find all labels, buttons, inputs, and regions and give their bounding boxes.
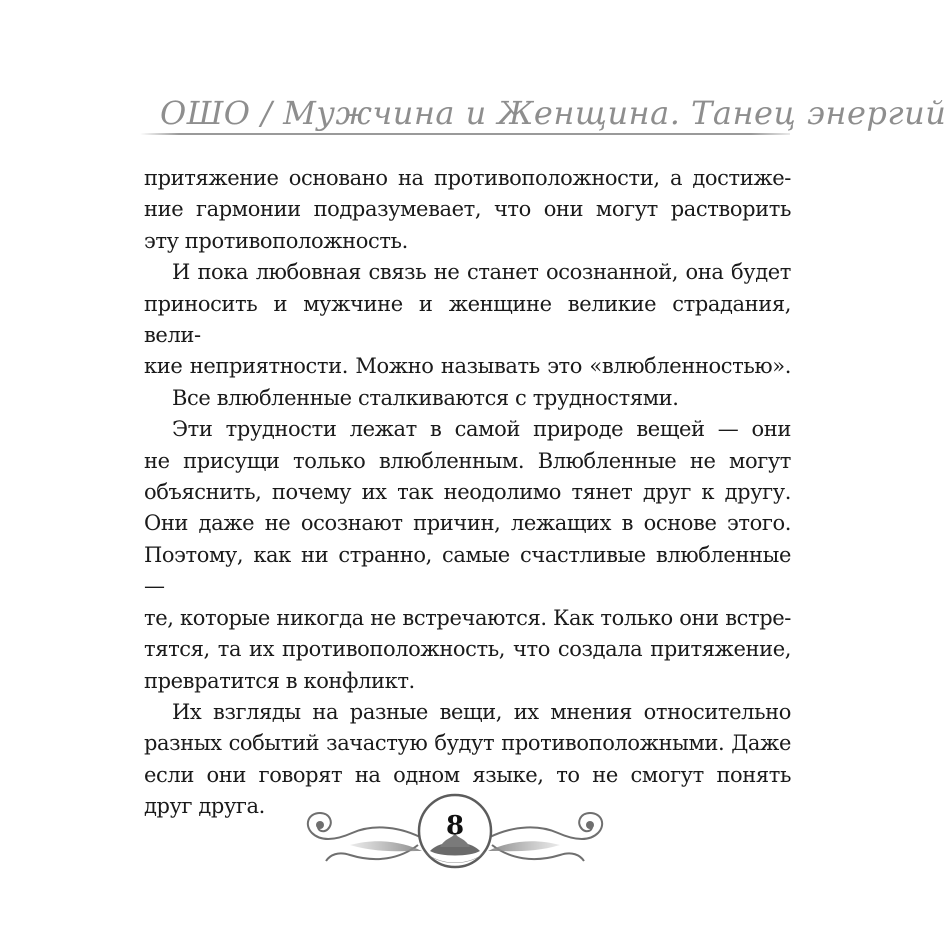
paragraph-line: И пока любовная связь не станет осознанной, она будет <box>172 260 791 285</box>
paragraph-line: объяснить, почему их так неодолимо тянет друг к другу. <box>144 480 791 505</box>
paragraph-line: если они говорят на одном языке, то не смогут понять <box>144 762 791 787</box>
header-rule <box>140 133 790 135</box>
paragraph-line: друг друга. <box>144 794 265 819</box>
page-folio <box>290 785 620 895</box>
paragraph-line: разных событий зачастую будут противоположными. Даже <box>144 731 791 756</box>
page-body-text <box>144 163 791 823</box>
paragraph-line: Их взгляды на разные вещи, их мнения относительно <box>172 699 791 724</box>
page-number: 8 <box>445 811 465 841</box>
paragraph-line: Все влюбленные сталкиваются с трудностями. <box>172 385 679 410</box>
paragraph-line: Поэтому, как ни странно, самые счастливые влюбленные — <box>144 542 791 599</box>
paragraph-line: ние гармонии подразумевает, что они могут растворить <box>144 197 791 222</box>
paragraph-line: кие неприятности. Можно называть это «влюбленностью». <box>144 354 791 379</box>
paragraph-line: тятся, та их противоположность, что создала притяжение, <box>144 637 791 662</box>
paragraph-line: Они даже не осознают причин, лежащих в основе этого. <box>144 511 791 536</box>
paragraph-line: те, которые никогда не встречаются. Как только они встре- <box>144 605 791 630</box>
paragraph-line: эту противоположность. <box>144 228 408 253</box>
paragraph-line: не присущи только влюбленным. Влюбленные не могут <box>144 448 791 473</box>
paragraph-line: превратится в конфликт. <box>144 668 415 693</box>
paragraph-line: приносить и мужчине и женщине великие страдания, вели- <box>144 291 791 348</box>
paragraph-line: Эти трудности лежат в самой природе вещей — они <box>172 417 791 442</box>
running-title: ОШО / Мужчина и Женщина. Танец энергий <box>160 94 946 132</box>
paragraph-line: притяжение основано на противоположности, а достиже- <box>144 166 791 190</box>
